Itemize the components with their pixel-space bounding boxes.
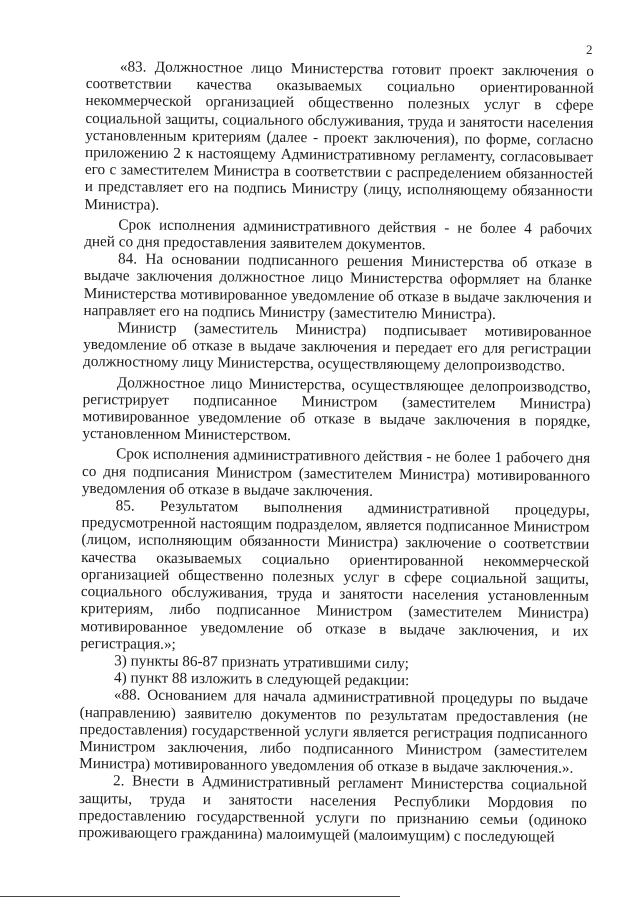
paragraph-83: «83. Должностное лицо Министерства готовит проект заключения о соответствии качества оказываемых социально ориентированной некоммерческой организацией общественно полезных услуг в сфере социальной защиты, социального обслуживания, труда и занятости населения установленным критериям (далее - проект заключения), по форме, согласно приложению 2 к настоящему Административному регламенту, согласовывает его с заместителем Министра в соответствии с распределением обязанностей и представляет его на подпись Министру (лицу, исполняющему обязанности Министра).	[84, 58, 594, 214]
paragraph-84: 84. На основании подписанного решения Министерства об отказе в выдаче заключения должностное лицо Министерства оформляет на бланке Министерства мотивированное уведомление об отказе в выдаче заключения и направляет его на подпись Министру (заместителю Министра).	[83, 250, 593, 323]
footer-rule	[0, 896, 400, 897]
paragraph-83-deadline: Срок исполнения административного действия - не более 4 рабочих дней со дня предоставления заявителем документов.	[84, 216, 593, 254]
page-number: 2	[586, 42, 593, 57]
paragraph-84-deadline: Срок исполнения административного действия - не более 1 рабочего дня со дня подписания Министром (заместителем Министра) мотивированного уведомления об отказе в выдаче заключения.	[81, 445, 591, 500]
paragraph-84-signing: Министр (заместитель Министра) подписывает мотивированное уведомление об отказе в выдаче заключения и передает его для регистрации должностному лицу Министерства, осуществляющему делопроизводство.	[83, 319, 592, 376]
paragraph-85: 85. Результатом выполнения административной процедуры, предусмотренной настоящим подразделом, является подписанное Министром (лицом, исполняющим обязанности Министра) заключение о соответствии качества оказываемых социально ориентированной некоммерческой организацией общественно полезных услуг в сфере социальной защиты, социального обслуживания, труда и занятости населения установленным критериям, либо подписанное Министром (заместителем Министра) мотивированное уведомление об отказе в выдаче заключения, и их регистрация.»;	[80, 497, 590, 653]
paragraph-84-registration: Должностное лицо Министерства, осуществляющее делопроизводство, регистрирует подписанное Министром (заместителем Министра) мотивированное уведомление об отказе в выдаче заключения в порядке, установленном Министерством.	[82, 373, 591, 445]
item-4: 4) пункт 88 изложить в следующей редакции:	[113, 669, 410, 690]
item-3: 3) пункты 86-87 признать утратившими силу;	[114, 652, 410, 673]
document-body	[78, 58, 593, 846]
section-2-intro: 2. Внести в Административный регламент Министерства социальной защиты, труда и занятости населения Республики Мордовия по предоставлению государственной услуги по признанию семьи (одиноко проживающего гражданина) малоимущей (малоимущим) с последующей	[78, 772, 588, 846]
paragraph-88: «88. Основанием для начала административной процедуры по выдаче (направлению) заявителю документов по результатам предоставления (не предоставления) государственной услуги является регистрация подписанного Министром заключения, либо подписанного Министром (заместителем Министра) мотивированного уведомления об отказе в выдаче заключения.».	[79, 686, 588, 777]
